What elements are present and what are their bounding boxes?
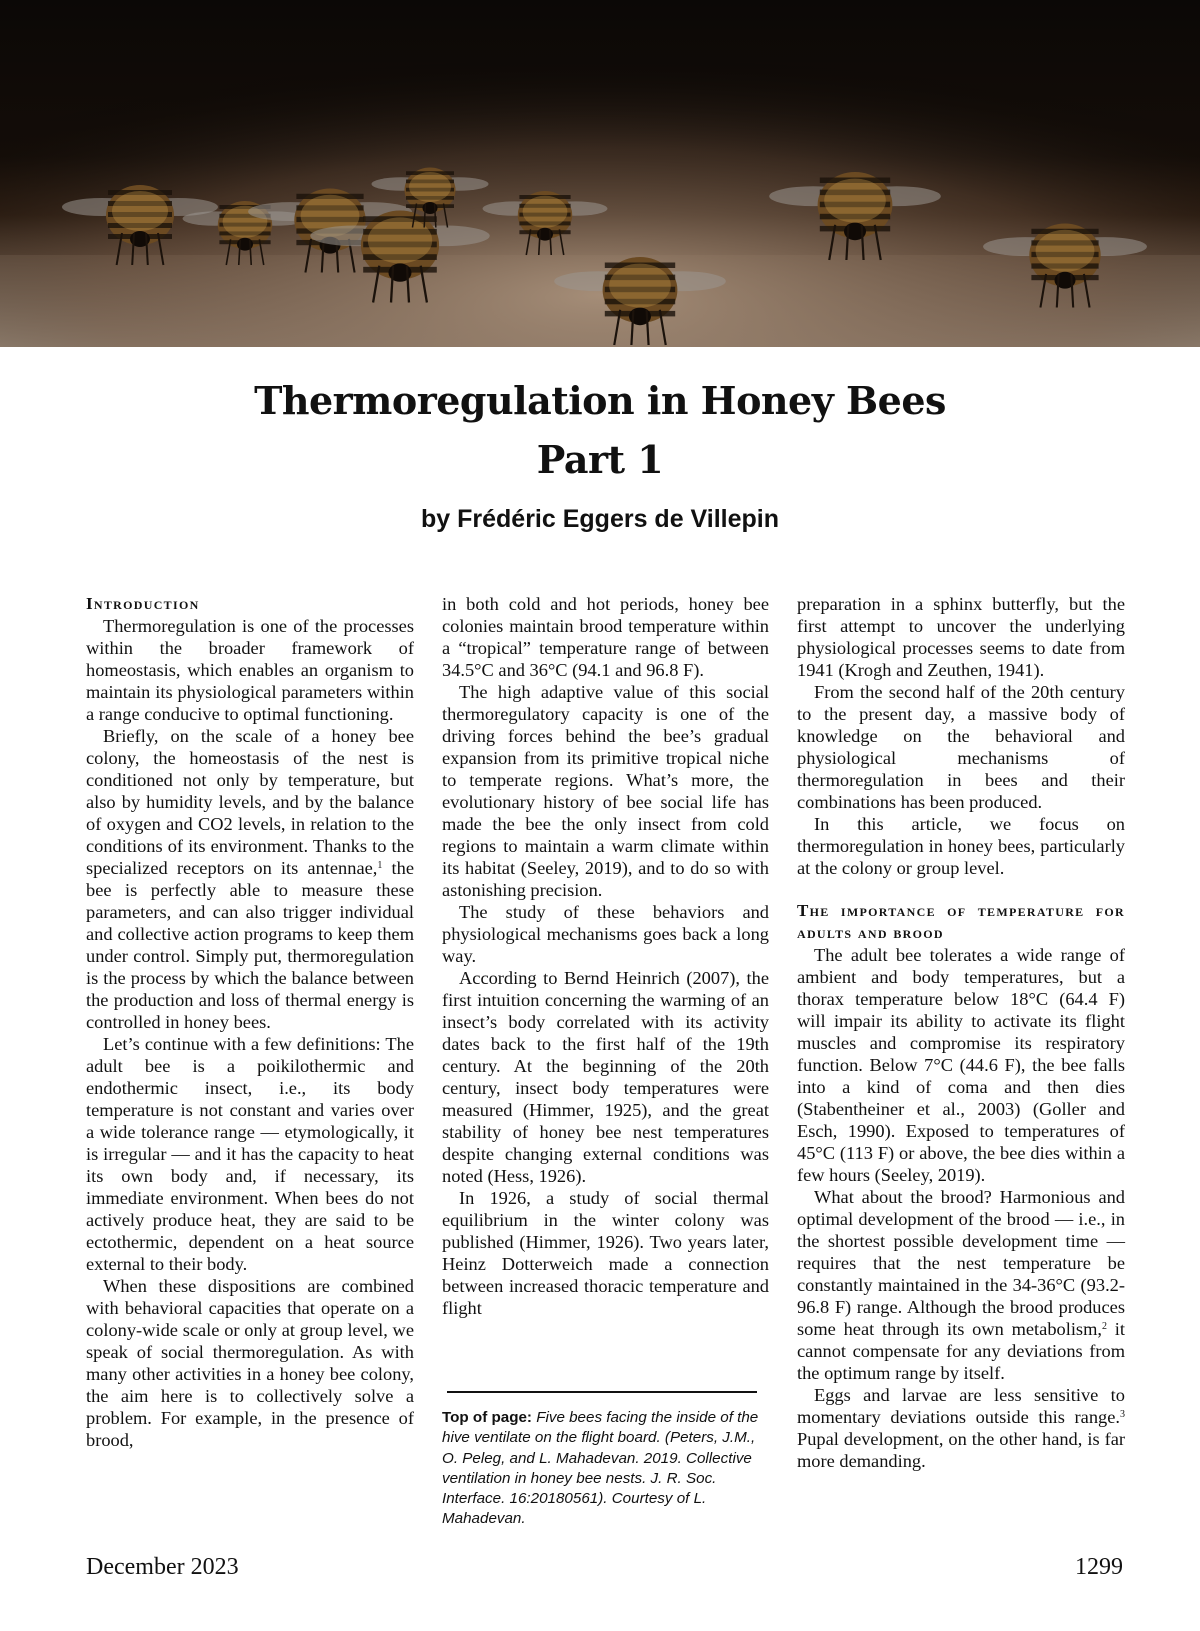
page-number: 1299 — [1075, 1554, 1123, 1580]
paragraph: From the second half of the 20th century to the present day, a massive body of knowledge on the behavioral and physiological mechanisms of thermoregulation in bees and their combinations has been produced. — [797, 682, 1125, 812]
paragraph: Briefly, on the scale of a honey bee colony, the homeostasis of the nest is conditioned not only by temperature, but also by humidity levels, and by the balance of oxygen and CO2 levels, in relation to the conditions of its environment. Thanks to the specialized receptors on its antennae,$^1$ the bee is perfectly able to measure these parameters, and can also trigger individual and collective action programs to keep them under control. Simply put, thermoregulation is the process by which the balance between the production and loss of thermal energy is controlled in honey bees. — [86, 726, 414, 1032]
paragraph: In this article, we focus on thermoregulation in honey bees, particularly at the colony or group level. — [797, 814, 1125, 878]
paragraph: What about the brood? Harmonious and optimal development of the brood — i.e., in the shortest possible development time — requires that the nest temperature be constantly maintained in the 34-36°C (93.2-96.8 F) range. Although the brood produces some heat through its own metabolism,$^2$ it cannot compensate for any deviations from the optimum range by itself. — [797, 1187, 1125, 1383]
article-title: Thermoregulation in Honey Bees — [254, 378, 946, 423]
column-1 — [86, 593, 414, 1451]
paragraph: When these dispositions are combined with behavioral capacities that operate on a colony-wide scale or only at group level, we speak of social thermoregulation. As with many other activities in a honey bee colony, the aim here is to collectively solve a problem. For example, in the presence of brood, — [86, 1276, 414, 1450]
caption-divider — [447, 1391, 757, 1393]
paragraph: preparation in a sphinx butterfly, but the first attempt to uncover the underlying physiological processes seems to date from 1941 (Krogh and Zeuthen, 1941). — [797, 594, 1125, 680]
paragraph: In 1926, a study of social thermal equilibrium in the winter colony was published (Himmer, 1926). Two years later, Heinz Dotterweich made a connection between increased thoracic temperature and flight — [442, 1188, 769, 1318]
paragraph: Thermoregulation is one of the processes within the broader framework of homeostasis, which enables an organism to maintain its physiological parameters within a range conducive to optimal functioning. — [86, 616, 414, 724]
section-heading-introduction: Introduction — [86, 594, 200, 613]
paragraph: in both cold and hot periods, honey bee colonies maintain brood temperature within a “tropical” temperature range of between 34.5°C and 36°C (94.1 and 96.8 F). — [442, 594, 769, 680]
footnote-ref: 3 — [1120, 1409, 1125, 1420]
section-heading-temperature: The importance of temperature for adults and brood — [797, 901, 1125, 942]
hero-photo — [0, 0, 1200, 347]
paragraph: The adult bee tolerates a wide range of ambient and body temperatures, but a thorax temperature below 18°C (64.4 F) will impair its ability to activate its flight muscles and compromise its respiratory function. Below 7°C (44.6 F), the bee falls into a kind of coma and then dies (Stabentheiner et al., 2003) (Goller and Esch, 1990). Exposed to temperatures of 45°C (113 F) or above, the bee dies within a few hours (Seeley, 2019). — [797, 945, 1125, 1185]
issue-date: December 2023 — [86, 1554, 239, 1580]
paragraph: The high adaptive value of this social thermoregulatory capacity is one of the driving forces behind the bee’s gradual expansion from its primitive tropical niche to temperate regions. What’s more, the evolutionary history of bee social life has made the bee the only insect from cold regions to maintain a warm climate within its habitat (Seeley, 2019), and to do so with astonishing precision. — [442, 682, 769, 900]
footnote-ref: 2 — [1102, 1321, 1107, 1332]
paragraph: Let’s continue with a few definitions: The adult bee is a poikilothermic and endothermic insect, i.e., its body temperature is not constant and varies over a wide tolerance range — etymologically, it is irregular — and it has the capacity to heat its own body and, if necessary, its immediate environment. When bees do not actively produce heat, they are said to be ectothermic, dependent on a heat source external to their body. — [86, 1034, 414, 1274]
photo-caption: Top of page: Five bees facing the inside of the hive ventilate on the flight board. (Peters, J.M., O. Peleg, and L. Mahadevan. 2019. Collective ventilation in honey bee nests. J. R. Soc. Interface. 16:20180561). Courtesy of L. Mahadevan. — [442, 1409, 759, 1528]
column-3 — [797, 593, 1125, 1472]
byline: by Frédéric Eggers de Villepin — [421, 505, 779, 533]
footnote-ref: 1 — [377, 860, 383, 871]
paragraph: Eggs and larvae are less sensitive to momentary deviations outside this range.$^3$ Pupal development, on the other hand, is far more demanding. — [797, 1385, 1125, 1471]
column-2 — [442, 593, 769, 1319]
bees-illustration — [0, 0, 1200, 347]
article-subtitle: Part 1 — [536, 437, 664, 482]
paragraph: The study of these behaviors and physiological mechanisms goes back a long way. — [442, 902, 769, 966]
paragraph: According to Bernd Heinrich (2007), the first intuition concerning the warming of an insect’s body correlated with its activity dates back to the first half of the 19th century. At the beginning of the 20th century, insect body temperatures were measured (Himmer, 1925), and the great stability of honey bee nest temperatures despite changing external conditions was noted (Hess, 1926). — [442, 968, 769, 1186]
